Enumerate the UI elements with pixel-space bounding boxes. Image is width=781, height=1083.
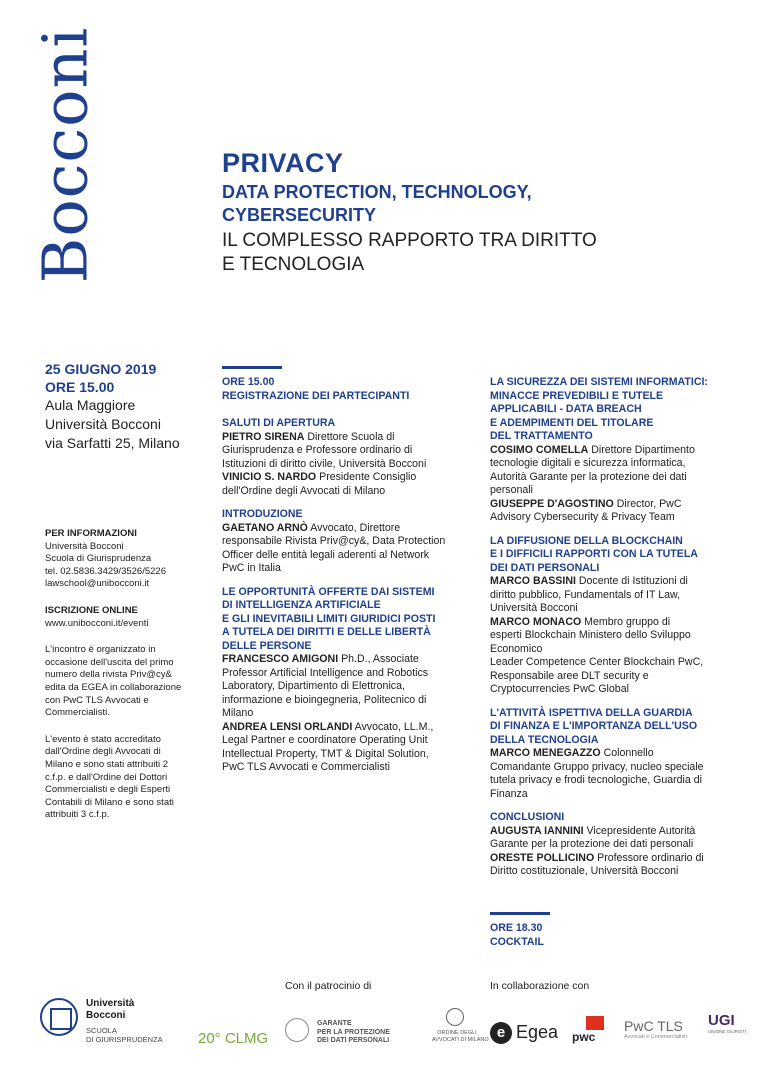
registration-info: ISCRIZIONE ONLINE www.unibocconi.it/eventi: [45, 605, 205, 630]
contact-email-link[interactable]: lawschool@unibocconi.it: [45, 578, 150, 590]
speaker-entry: ANDREA LENSI ORLANDI Avvocato, LL.M.,: [222, 720, 434, 733]
ai-section: LE OPPORTUNITÀ OFFERTE DAI SISTEMI DI INTELLIGENZA ARTIFICIALE E GLI INEVITABILI LIMITI GIURIDICI POSTI A TUTELA DEI DIRITTI E DELLE LIBERTÀ DELLE PERSONE FRANCESCO AMIGONI Ph.D., Associate Professor Artificial Intelligence and Robotics Laboratory, Dipartimento di Elettronica, informazione e bioingegneria, Politecnico di Milano ANDREA LENSI ORLANDI Avvocato, LL.M., Legal Partner e coordinatore Operating Unit Intellectual Property, TMT & Digital Solution, PwC TLS Avvocati e Commercialisti: [222, 586, 467, 775]
event-date: 25 GIUGNO 2019: [45, 361, 157, 377]
blockchain-section: LA DIFFUSIONE DELLA BLOCKCHAIN E I DIFFICILI RAPPORTI CON LA TUTELA DEI DATI PERSONALI MARCO BASSINI Docente di Istituzioni di diritto pubblico, Fundamentals of IT Law, Università Bocconi MARCO MONACO Membro gruppo di esperti Blockchain Ministero dello Sviluppo Economico Leader Competence Center Blockchain PwC, Responsabile aree DLT security e Cryptocurrencies PwC Global: [490, 535, 740, 697]
speaker-entry: MARCO BASSINI Docente di Istituzioni di: [490, 575, 688, 587]
ugi-logo: UGI UNIONE GIURISTI: [708, 1012, 747, 1034]
pwc-logo: pwc: [572, 1016, 612, 1046]
pwc-block-icon: [586, 1016, 604, 1030]
clmg-logo: 20° CLMG: [198, 1030, 269, 1047]
bocconi-seal-icon: [40, 998, 78, 1036]
garante-seal-icon: [285, 1018, 309, 1042]
finance-guard-section: L'ATTIVITÀ ISPETTIVA DELLA GUARDIA DI FINANZA E L'IMPORTANZA DELL'USO DELLA TECNOLOGIA MARCO MENEGAZZO Colonnello Comandante Gruppo privacy, nucleo speciale tutela privacy e frodi tecnologiche, Guardia di Finanza: [490, 707, 740, 802]
event-time: ORE 15.00: [45, 379, 115, 395]
collaboration-label: In collaborazione con: [490, 980, 590, 992]
garante-privacy-logo: GARANTE PER LA PROTEZIONE DEI DATI PERSONALI: [285, 1018, 410, 1048]
section-rule: [222, 366, 282, 369]
egea-logo: e Egea: [490, 1022, 565, 1048]
speaker-entry: PIETRO SIRENA Direttore Scuola di: [222, 430, 395, 443]
accreditation-note: L'evento è stato accreditato dall'Ordine degli Avvocati di Milano e sono stati attribuiti 2 c.f.p. e dall'Ordine dei Dottori Commercialisti e degli Esperti Contabili di Milano e sono stati attribuiti 3 c.f.p.: [45, 733, 174, 821]
patronage-label: Con il patrocinio di: [285, 980, 372, 992]
bocconi-wordmark-logo: Bocconi: [28, 26, 102, 284]
contact-info: PER INFORMAZIONI Università Bocconi Scuola di Giurisprudenza tel. 02.5836.3429/3526/5226 lawschool@unibocconi.it: [45, 528, 205, 591]
opening-section: SALUTI DI APERTURA PIETRO SIRENA Direttore Scuola di Giurisprudenza e Professore ordinario di Istituzioni di diritto civile, Università Bocconi VINICIO S. NARDO Presidente Consiglio dell'Ordine degli Avvocati di Milano: [222, 417, 467, 498]
speaker-entry: MARCO MENEGAZZO Colonnello: [490, 747, 654, 759]
speaker-entry: AUGUSTA IANNINI Vicepresidente Autorità: [490, 824, 696, 837]
speaker-entry: ORESTE POLLICINO Professore ordinario di: [490, 851, 704, 864]
universita-bocconi-logo: Università Bocconi SCUOLA DI GIURISPRUDENZA: [40, 998, 190, 1048]
title-block: [222, 148, 742, 277]
info-column: [45, 528, 205, 836]
speaker-entry: COSIMO COMELLA Direttore Dipartimento: [490, 443, 695, 456]
speaker-entry: VINICIO S. NARDO Presidente Consiglio: [222, 471, 417, 483]
egea-mark-icon: e: [490, 1022, 512, 1044]
ordine-avvocati-logo: ORDINE DEGLI AVVOCATI DI MILANO: [432, 1008, 482, 1048]
security-section: LA SICUREZZA DEI SISTEMI INFORMATICI: MINACCE PREVEDIBILI E TUTELE APPLICABILI - DATA BREACH E ADEMPIMENTI DEL TITOLARE DEL TRATTAMENTO COSIMO COMELLA Direttore Dipartimento tecnologie digitali e sicurezza informatica, Autorità Garante per la protezione dei dati personali GIUSEPPE D'AGOSTINO Director, PwC Advisory Cybersecurity & Privacy Team: [490, 376, 740, 525]
program-column-right: [490, 366, 740, 889]
event-note: L'incontro è organizzato in occasione dell'uscita del primo numero della rivista Priv@cy& edita da EGEA in collaborazione con PwC TLS Avvocati e Commercialisti.: [45, 644, 182, 719]
event-venue: Aula Maggiore Università Bocconi via Sarfatti 25, Milano: [45, 397, 180, 451]
program-column-middle: [222, 366, 467, 785]
speaker-entry: FRANCESCO AMIGONI Ph.D., Associate: [222, 653, 419, 665]
event-subtitle: DATA PROTECTION, TECHNOLOGY, CYBERSECURITY: [222, 182, 532, 225]
cocktail-section: ORE 18.30 COCKTAIL: [490, 912, 610, 949]
conclusions-section: CONCLUSIONI AUGUSTA IANNINI Vicepresidente Autorità Garante per la protezione dei dati personali ORESTE POLLICINO Professore ordinario di Diritto costituzionale, Università Bocconi: [490, 811, 740, 879]
registration-section: ORE 15.00 REGISTRAZIONE DEI PARTECIPANTI: [222, 376, 410, 402]
section-rule: [490, 912, 550, 915]
event-title: PRIVACY: [222, 148, 344, 178]
event-description: IL COMPLESSO RAPPORTO TRA DIRITTO E TECNOLOGIA: [222, 230, 597, 275]
pwc-tls-logo: PwC TLS Avvocati e Commercialisti: [624, 1018, 687, 1040]
ordine-seal-icon: [446, 1008, 464, 1026]
registration-url-link[interactable]: www.unibocconi.it/eventi: [45, 617, 149, 629]
speaker-entry: GAETANO ARNÒ Avvocato, Direttore: [222, 521, 401, 534]
speaker-entry: MARCO MONACO Membro gruppo di: [490, 615, 671, 628]
introduction-section: INTRODUZIONE GAETANO ARNÒ Avvocato, Direttore responsabile Rivista Priv@cy&, Data Protection Officer delle entità legali aderenti al Network PwC in Italia: [222, 508, 467, 576]
speaker-entry: GIUSEPPE D'AGOSTINO Director, PwC: [490, 497, 682, 510]
event-when-where: [45, 360, 215, 453]
